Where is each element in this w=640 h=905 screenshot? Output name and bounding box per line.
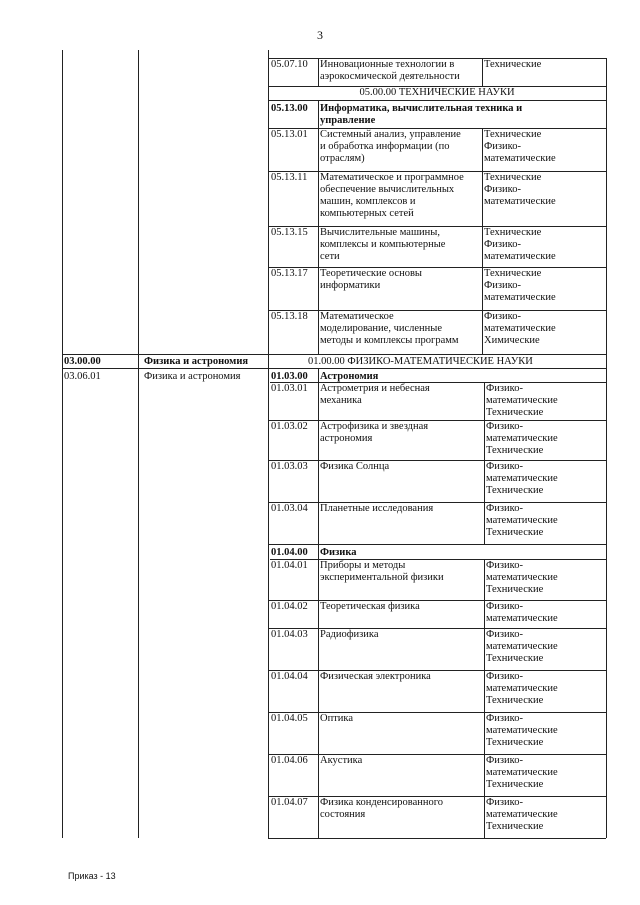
spec-code: 01.04.06 <box>271 755 308 766</box>
science-field: математические <box>486 641 558 652</box>
science-field: Физико- <box>486 560 523 571</box>
spec-name: моделирование, численные <box>320 323 442 334</box>
science-field: Физико- <box>486 797 523 808</box>
spec-code: 01.03.04 <box>271 503 308 514</box>
spec-code: 05.07.10 <box>271 59 308 70</box>
group-rule <box>62 354 606 355</box>
column-rule <box>318 58 319 86</box>
spec-name: Астрометрия и небесная <box>320 383 430 394</box>
subgroup-title: управление <box>320 115 376 126</box>
spec-name: Математическое и программное <box>320 172 464 183</box>
science-field: Технические <box>486 527 544 538</box>
table-border-right <box>606 58 607 838</box>
spec-code: 01.04.05 <box>271 713 308 724</box>
science-field: Физико- <box>484 280 521 291</box>
science-field: математические <box>486 572 558 583</box>
subgroup-code: 01.04.00 <box>271 547 308 558</box>
science-field: математические <box>484 292 556 303</box>
spec-name: Приборы и методы <box>320 560 406 571</box>
science-field: Физико- <box>486 601 523 612</box>
spec-name: отраслям) <box>320 153 365 164</box>
science-field: Физико- <box>484 311 521 322</box>
science-field: Физико- <box>486 461 523 472</box>
science-field: математические <box>486 683 558 694</box>
subgroup-title: Информатика, вычислительная техника и <box>320 103 523 114</box>
science-field: Физико- <box>484 141 521 152</box>
footer-note: Приказ - 13 <box>68 871 116 881</box>
spec-name: машин, комплексов и <box>320 196 416 207</box>
science-field: математические <box>486 809 558 820</box>
spec-code: 01.04.04 <box>271 671 308 682</box>
science-field: математические <box>484 251 556 262</box>
spec-code: 01.04.07 <box>271 797 308 808</box>
spec-name: комплексы и компьютерные <box>320 239 446 250</box>
row-rule <box>268 838 606 839</box>
direction-code: 03.06.01 <box>64 371 101 382</box>
science-field: Технические <box>486 407 544 418</box>
spec-code: 05.13.15 <box>271 227 308 238</box>
column-rule <box>484 382 485 545</box>
spec-name: методы и комплексы программ <box>320 335 459 346</box>
science-field: Технические <box>484 172 542 183</box>
spec-name: Оптика <box>320 713 354 724</box>
spec-name: аэрокосмической деятельности <box>320 71 460 82</box>
spec-name: Физическая электроника <box>320 671 431 682</box>
spec-name: Радиофизика <box>320 629 379 640</box>
science-field: Технические <box>486 485 544 496</box>
column-rule <box>318 368 319 838</box>
science-field: математические <box>484 153 556 164</box>
group-name: Физика и астрономия <box>144 356 249 367</box>
spec-name: астрономия <box>320 433 373 444</box>
science-field: Технические <box>486 821 544 832</box>
spec-name: Инновационные технологии в <box>320 59 455 70</box>
science-field: математические <box>486 515 558 526</box>
science-field: Физико- <box>486 629 523 640</box>
spec-code: 01.04.02 <box>271 601 308 612</box>
spec-name: Планетные исследования <box>320 503 434 514</box>
subgroup-code: 01.03.00 <box>271 371 308 382</box>
science-field: Физико- <box>484 184 521 195</box>
spec-name: Физика конденсированного <box>320 797 444 808</box>
spec-code: 01.03.03 <box>271 461 308 472</box>
column-rule <box>318 100 319 354</box>
spec-name: сети <box>320 251 340 262</box>
column-rule <box>482 128 483 354</box>
science-field: математические <box>486 395 558 406</box>
spec-name: Теоретические основы <box>320 268 422 279</box>
spec-name: Системный анализ, управление <box>320 129 461 140</box>
science-field: Технические <box>486 695 544 706</box>
science-field: математические <box>486 767 558 778</box>
spec-name: обеспечение вычислительных <box>320 184 455 195</box>
spec-name: Астрофизика и звездная <box>320 421 429 432</box>
group-rule <box>62 368 606 369</box>
science-field: математические <box>486 473 558 484</box>
spec-code: 05.13.18 <box>271 311 308 322</box>
spec-name: информатики <box>320 280 381 291</box>
spec-code: 01.04.01 <box>271 560 308 571</box>
science-field: Физико- <box>484 239 521 250</box>
science-field: Технические <box>486 445 544 456</box>
spec-name: Акустика <box>320 755 363 766</box>
spec-code: 05.13.01 <box>271 129 308 140</box>
science-field: Химические <box>484 335 540 346</box>
science-field: Физико- <box>486 383 523 394</box>
spec-name: Теоретическая физика <box>320 601 420 612</box>
spec-name: состояния <box>320 809 366 820</box>
science-field: Физико- <box>486 671 523 682</box>
spec-code: 01.03.02 <box>271 421 308 432</box>
column-rule <box>484 559 485 838</box>
science-field: Физико- <box>486 713 523 724</box>
column-rule <box>268 50 269 838</box>
science-field: Технические <box>484 227 542 238</box>
spec-name: компьютерных сетей <box>320 208 414 219</box>
spec-code: 01.03.01 <box>271 383 308 394</box>
science-field: математические <box>486 613 558 624</box>
column-rule <box>138 50 139 838</box>
spec-name: и обработка информации (по <box>320 141 450 152</box>
column-rule <box>482 58 483 86</box>
science-field: Технические <box>486 737 544 748</box>
spec-code: 05.13.11 <box>271 172 308 183</box>
section-header: 05.00.00 ТЕХНИЧЕСКИЕ НАУКИ <box>359 87 515 98</box>
group-code: 03.00.00 <box>64 356 101 367</box>
science-field: Технические <box>484 268 542 279</box>
page-number: 3 <box>317 28 323 42</box>
science-header: 01.00.00 ФИЗИКО-МАТЕМАТИЧЕСКИЕ НАУКИ <box>308 356 533 367</box>
science-field: Технические <box>486 653 544 664</box>
direction-name: Физика и астрономия <box>144 371 241 382</box>
spec-name: Математическое <box>320 311 394 322</box>
science-field: Физико- <box>486 755 523 766</box>
spec-code: 01.04.03 <box>271 629 308 640</box>
spec-name: Вычислительные машины, <box>320 227 440 238</box>
science-field: Технические <box>486 779 544 790</box>
science-field: Физико- <box>486 421 523 432</box>
subgroup-code: 05.13.00 <box>271 103 308 114</box>
spec-code: 05.13.17 <box>271 268 308 279</box>
science-field: математические <box>484 196 556 207</box>
spec-name: механика <box>320 395 362 406</box>
science-field: математические <box>484 323 556 334</box>
science-field: Технические <box>484 59 542 70</box>
science-field: математические <box>486 433 558 444</box>
spec-name: Физика Солнца <box>320 461 390 472</box>
subgroup-title: Физика <box>320 547 357 558</box>
spec-name: экспериментальной физики <box>320 572 444 583</box>
subgroup-title: Астрономия <box>320 371 379 382</box>
science-field: Физико- <box>486 503 523 514</box>
science-field: Технические <box>484 129 542 140</box>
science-field: Технические <box>486 584 544 595</box>
table-border-left <box>62 50 63 838</box>
science-field: математические <box>486 725 558 736</box>
